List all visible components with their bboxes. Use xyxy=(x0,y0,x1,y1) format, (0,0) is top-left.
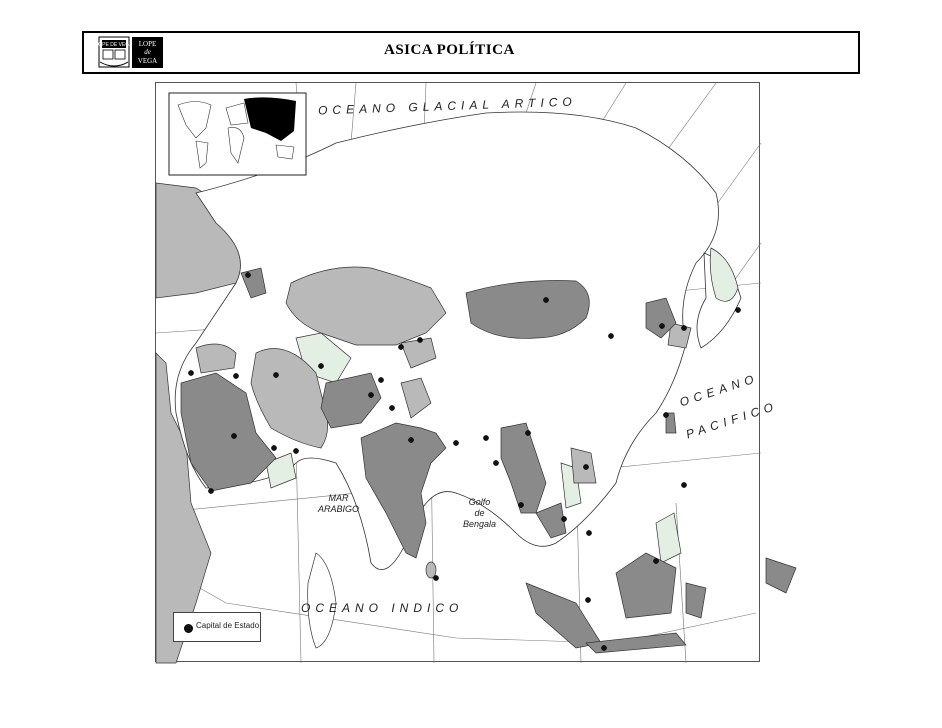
pacific-ocean-label-1: OCEANO xyxy=(677,370,761,410)
page-title: ASICA POLÍTICA xyxy=(384,42,515,58)
logo-line3: VEGA xyxy=(137,57,158,65)
map-graphic xyxy=(156,83,761,663)
logo-top-text: LOPE DE VEGA xyxy=(95,42,133,48)
page-header xyxy=(82,31,860,74)
map-legend xyxy=(173,612,261,642)
legend-label: Capital de Estado xyxy=(196,621,260,630)
arabian-sea-line1: MAR xyxy=(328,493,349,503)
indian-ocean-label: OCEANO INDICO xyxy=(301,601,464,615)
world-locator-map-icon xyxy=(169,93,306,175)
bengal-line3: Bengala xyxy=(463,519,497,529)
school-logo xyxy=(95,36,164,70)
arabian-sea-line2: ARABIGO xyxy=(318,504,360,514)
bay-of-bengal-label xyxy=(463,497,496,530)
pacific-ocean-label-2: PACIFICO xyxy=(684,398,780,442)
bengal-line1: Golfo xyxy=(468,497,491,507)
logo-line2: de xyxy=(144,48,151,56)
asia-landmass xyxy=(175,112,741,570)
capital-dot-icon xyxy=(184,624,193,633)
asia-political-map xyxy=(155,82,780,662)
bengal-line2: de xyxy=(474,508,485,518)
logo-line1: LOPE xyxy=(138,40,157,48)
arabian-sea-label xyxy=(318,493,359,515)
arctic-ocean-label: OCEANO GLACIAL ARTICO xyxy=(317,94,577,118)
